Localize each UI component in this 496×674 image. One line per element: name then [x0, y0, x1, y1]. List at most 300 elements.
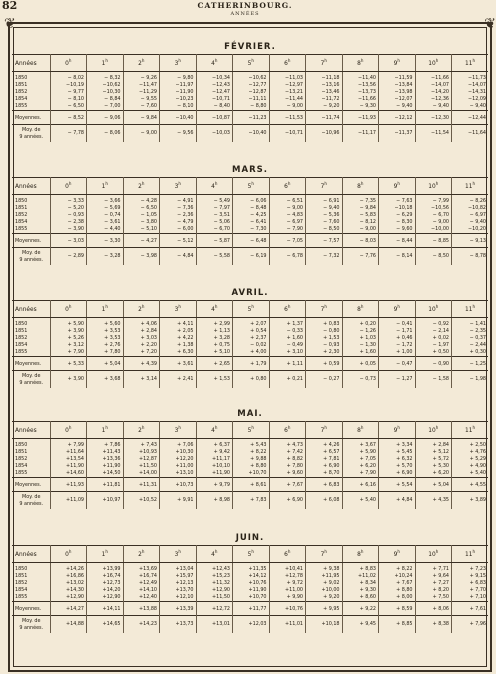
table-cell: − 9,40: [306, 205, 343, 212]
hour-column-header: 3$^h$: [160, 422, 197, 439]
table-cell: +14,26: [50, 563, 87, 573]
table-cell: + 5,72: [415, 456, 452, 463]
mean-cell: + 6,16: [342, 477, 379, 492]
table-cell: + 0,50: [415, 349, 452, 356]
table-cell: +12,10: [160, 594, 197, 601]
nine-year-mean-cell: + 3,68: [87, 371, 124, 389]
table-row: [12, 212, 488, 219]
mean-cell: −11,53: [269, 110, 306, 125]
table-row: [12, 456, 488, 463]
table-cell: + 7,80: [87, 349, 124, 356]
table-cell: +14,10: [123, 587, 160, 594]
table-cell: − 9,40: [452, 103, 489, 110]
nine-year-mean-cell: + 0,80: [233, 371, 270, 389]
table-cell: −10,71: [196, 96, 233, 103]
mean-cell: +10,73: [160, 477, 197, 492]
table-cell: − 8,48: [233, 205, 270, 212]
year-label: 1851: [15, 448, 28, 455]
table-cell: + 9,88: [233, 456, 270, 463]
table-cell: +12,73: [87, 580, 124, 587]
nine-year-mean-row: [12, 616, 488, 634]
table-cell: −10,19: [50, 82, 87, 89]
nine-year-mean-cell: + 1,53: [196, 371, 233, 389]
table-cell: −11,03: [269, 72, 306, 82]
mean-cell: + 9,79: [196, 477, 233, 492]
table-cell: −13,98: [379, 89, 416, 96]
table-cell: −13,46: [306, 89, 343, 96]
table-cell: − 8,10: [50, 96, 87, 103]
table-cell: + 5,10: [196, 349, 233, 356]
mean-cell: − 1,25: [452, 356, 489, 371]
means-label: Moyennes.: [12, 233, 50, 248]
table-cell: −11,97: [160, 82, 197, 89]
table-cell: + 8,82: [269, 456, 306, 463]
month-block: [12, 286, 488, 408]
month-title: AVRIL.: [231, 288, 269, 298]
table-row: [12, 563, 488, 573]
table-cell: −10,30: [87, 89, 124, 96]
table-cell: −12,43: [196, 82, 233, 89]
table-cell: +13,04: [160, 563, 197, 573]
table-cell: − 7,30: [233, 226, 270, 233]
table-cell: + 0,75: [196, 342, 233, 349]
hour-column-header: 2$^h$: [123, 301, 160, 318]
mean-cell: − 0,47: [379, 356, 416, 371]
means-label: Moyennes.: [12, 601, 50, 616]
means-label: Moyennes.: [12, 110, 50, 125]
table-cell: +10,10: [196, 463, 233, 470]
header-row: [12, 546, 488, 563]
table-cell: + 7,99: [50, 439, 87, 449]
hour-column-header: 6$^h$: [269, 178, 306, 195]
hour-column-header: 2$^h$: [123, 546, 160, 563]
mean-cell: − 9,06: [87, 110, 124, 125]
year-label: 1854: [15, 341, 28, 348]
table-cell: − 2,35: [452, 328, 489, 335]
table-cell: +14,30: [50, 587, 87, 594]
year-label: 1855: [15, 469, 28, 476]
table-row: [12, 226, 488, 233]
table-cell: + 7,50: [415, 594, 452, 601]
month-table: [12, 545, 488, 633]
table-cell: + 7,67: [379, 580, 416, 587]
mean-cell: +13,39: [160, 601, 197, 616]
month-table: [12, 421, 488, 509]
table-cell: + 5,90: [342, 449, 379, 456]
mean-cell: − 8,85: [415, 233, 452, 248]
mean-cell: −11,23: [233, 110, 270, 125]
nine-year-mean-cell: − 8,14: [379, 248, 416, 266]
table-cell: +14,12: [233, 573, 270, 580]
table-cell: + 7,05: [342, 456, 379, 463]
month-table: [12, 300, 488, 388]
table-cell: + 2,07: [233, 318, 270, 328]
hour-column-header: 6$^h$: [269, 301, 306, 318]
year-label: 1855: [15, 102, 28, 109]
table-cell: + 9,42: [196, 449, 233, 456]
mean-cell: + 1,79: [233, 356, 270, 371]
table-cell: + 4,06: [123, 318, 160, 328]
table-cell: + 8,34: [342, 580, 379, 587]
table-cell: + 0,46: [379, 335, 416, 342]
hour-column-header: 8$^h$: [342, 301, 379, 318]
table-row: [12, 205, 488, 212]
means-row: [12, 601, 488, 616]
mean-cell: +11,93: [50, 477, 87, 492]
table-cell: − 6,91: [306, 195, 343, 205]
table-cell: − 9,26: [123, 72, 160, 82]
table-cell: − 6,97: [452, 212, 489, 219]
table-cell: − 8,50: [306, 226, 343, 233]
table-cell: +10,30: [160, 449, 197, 456]
nine-year-mean-cell: − 2,89: [50, 248, 87, 266]
year-label: 1852: [15, 334, 28, 341]
table-cell: + 7,80: [269, 463, 306, 470]
mean-cell: −12,12: [379, 110, 416, 125]
table-cell: + 6,20: [342, 463, 379, 470]
table-cell: +11,90: [87, 463, 124, 470]
table-cell: +11,95: [306, 573, 343, 580]
table-cell: − 6,70: [196, 226, 233, 233]
table-cell: + 5,70: [379, 463, 416, 470]
year-label: 1850: [15, 198, 28, 204]
hour-column-header: 0$^h$: [50, 55, 87, 72]
means-row: [12, 356, 488, 371]
table-cell: + 7,71: [415, 563, 452, 573]
table-cell: +14,20: [87, 587, 124, 594]
nine-year-mean-cell: + 4,84: [379, 492, 416, 510]
hour-column-header: 0$^h$: [50, 546, 87, 563]
table-cell: + 1,53: [306, 335, 343, 342]
header-row: [12, 301, 488, 318]
mean-cell: + 5,54: [379, 477, 416, 492]
nine-year-mean-cell: + 3,90: [50, 371, 87, 389]
hour-column-header: 6$^h$: [269, 55, 306, 72]
hour-column-header: 11$^h$: [452, 422, 489, 439]
mean-cell: − 9,84: [123, 110, 160, 125]
table-row: [12, 72, 488, 82]
table-cell: −13,21: [269, 89, 306, 96]
table-cell: − 0,41: [379, 318, 416, 328]
table-cell: + 3,28: [196, 335, 233, 342]
table-cell: −12,07: [379, 96, 416, 103]
table-cell: + 8,00: [379, 594, 416, 601]
table-cell: + 5,29: [452, 456, 489, 463]
table-cell: − 9,00: [269, 103, 306, 110]
table-cell: +12,90: [50, 594, 87, 601]
hour-column-header: 1$^h$: [87, 422, 124, 439]
table-cell: + 7,90: [342, 470, 379, 477]
table-cell: − 5,20: [50, 205, 87, 212]
nine-year-mean-row: [12, 371, 488, 389]
nine-year-mean-cell: − 1,98: [452, 371, 489, 389]
hour-column-header: 8$^h$: [342, 178, 379, 195]
nine-year-mean-cell: −10,40: [233, 125, 270, 143]
table-cell: −12,36: [415, 96, 452, 103]
table-cell: + 1,00: [379, 349, 416, 356]
page-number: 82: [2, 0, 18, 12]
hour-column-header: 1$^h$: [87, 178, 124, 195]
table-cell: − 7,35: [342, 195, 379, 205]
table-cell: + 5,60: [87, 318, 124, 328]
table-cell: −10,23: [160, 96, 197, 103]
table-cell: − 1,05: [123, 212, 160, 219]
nine-year-mean-cell: − 0,73: [342, 371, 379, 389]
month-block: [12, 163, 488, 285]
mean-cell: − 9,13: [452, 233, 489, 248]
hour-column-header: 4$^h$: [196, 546, 233, 563]
table-cell: + 8,22: [233, 449, 270, 456]
table-cell: +11,90: [50, 463, 87, 470]
table-cell: − 7,99: [415, 195, 452, 205]
table-cell: + 5,30: [415, 463, 452, 470]
mean-cell: + 8,61: [233, 477, 270, 492]
nine-year-mean-cell: + 6,08: [306, 492, 343, 510]
year-column-header: Années: [12, 422, 50, 439]
mean-cell: + 4,55: [452, 477, 489, 492]
table-row: [12, 470, 488, 477]
nine-year-mean-label: Moy. de 9 années.: [12, 492, 50, 510]
table-cell: + 2,20: [123, 342, 160, 349]
table-cell: − 9,40: [452, 219, 489, 226]
nine-year-mean-row: [12, 248, 488, 266]
mean-cell: +13,88: [123, 601, 160, 616]
table-cell: −10,20: [452, 226, 489, 233]
table-cell: − 2,44: [452, 342, 489, 349]
table-cell: − 0,37: [452, 335, 489, 342]
table-cell: + 8,80: [233, 463, 270, 470]
table-cell: − 6,00: [160, 226, 197, 233]
header-title: CATHERINBOURG.: [197, 1, 293, 10]
mean-cell: + 3,61: [160, 356, 197, 371]
table-cell: + 4,22: [160, 335, 197, 342]
table-cell: + 1,38: [160, 342, 197, 349]
hour-column-header: 2$^h$: [123, 55, 160, 72]
table-cell: + 1,13: [196, 328, 233, 335]
table-row: [12, 573, 488, 580]
mean-cell: + 2,65: [196, 356, 233, 371]
table-row: [12, 219, 488, 226]
table-cell: + 8,80: [379, 587, 416, 594]
nine-year-mean-cell: +10,97: [87, 492, 124, 510]
table-cell: − 7,90: [269, 226, 306, 233]
mean-cell: −11,74: [306, 110, 343, 125]
hour-column-header: 2$^h$: [123, 178, 160, 195]
table-row: [12, 439, 488, 449]
table-cell: + 7,20: [123, 349, 160, 356]
table-row: [12, 89, 488, 96]
table-cell: + 6,90: [379, 470, 416, 477]
table-cell: − 6,29: [379, 212, 416, 219]
means-row: [12, 110, 488, 125]
table-cell: + 7,43: [123, 439, 160, 449]
table-cell: − 0,93: [50, 212, 87, 219]
table-cell: + 3,67: [342, 439, 379, 449]
mean-cell: +12,72: [196, 601, 233, 616]
nine-year-mean-cell: + 4,35: [415, 492, 452, 510]
nine-year-mean-cell: + 7,83: [233, 492, 270, 510]
hour-column-header: 3$^h$: [160, 178, 197, 195]
table-cell: − 4,40: [87, 226, 124, 233]
nine-year-mean-cell: +11,09: [50, 492, 87, 510]
table-cell: −14,07: [452, 82, 489, 89]
table-cell: + 6,57: [306, 449, 343, 456]
table-cell: + 7,06: [160, 439, 197, 449]
month-title: FÉVRIER.: [224, 42, 276, 52]
nine-year-mean-cell: + 3,14: [123, 371, 160, 389]
table-row: [12, 328, 488, 335]
table-cell: − 3,80: [123, 219, 160, 226]
mean-cell: − 0,90: [415, 356, 452, 371]
table-cell: −10,62: [233, 72, 270, 82]
hour-column-header: 9$^h$: [379, 422, 416, 439]
table-cell: −13,73: [342, 89, 379, 96]
table-cell: + 9,02: [306, 580, 343, 587]
table-cell: −13,84: [379, 82, 416, 89]
table-cell: + 4,26: [306, 439, 343, 449]
nine-year-mean-cell: − 6,78: [269, 248, 306, 266]
table-row: [12, 587, 488, 594]
table-cell: − 0,74: [87, 212, 124, 219]
nine-year-mean-cell: −10,03: [196, 125, 233, 143]
mean-cell: − 7,05: [269, 233, 306, 248]
table-cell: + 0,83: [306, 318, 343, 328]
table-cell: +11,43: [87, 449, 124, 456]
table-cell: +10,41: [269, 563, 306, 573]
table-cell: +15,23: [196, 573, 233, 580]
nine-year-mean-cell: + 6,90: [269, 492, 306, 510]
hour-column-header: 9$^h$: [379, 178, 416, 195]
year-label: 1854: [15, 586, 28, 593]
nine-year-mean-cell: − 8,06: [87, 125, 124, 143]
table-cell: + 1,60: [342, 349, 379, 356]
table-cell: − 0,33: [269, 328, 306, 335]
table-cell: −12,47: [196, 89, 233, 96]
table-cell: −12,87: [233, 89, 270, 96]
nine-year-mean-cell: − 7,32: [306, 248, 343, 266]
header-subtitle: ANNÉES: [230, 11, 260, 17]
mean-cell: + 1,11: [269, 356, 306, 371]
table-cell: −11,29: [123, 89, 160, 96]
year-label: 1851: [15, 572, 28, 579]
table-cell: −11,11: [233, 96, 270, 103]
table-cell: −11,59: [379, 72, 416, 82]
nine-year-mean-cell: − 0,27: [306, 371, 343, 389]
hour-column-header: 11$^h$: [452, 178, 489, 195]
nine-year-mean-cell: +14,88: [50, 616, 87, 634]
year-label: 1851: [15, 81, 28, 88]
mean-cell: + 5,04: [87, 356, 124, 371]
hour-column-header: 3$^h$: [160, 55, 197, 72]
mean-cell: + 5,04: [415, 477, 452, 492]
table-cell: −13,16: [306, 82, 343, 89]
table-cell: − 3,66: [87, 195, 124, 205]
hour-column-header: 7$^h$: [306, 546, 343, 563]
table-cell: + 5,43: [233, 439, 270, 449]
nine-year-mean-cell: + 3,89: [452, 492, 489, 510]
table-cell: −10,00: [415, 226, 452, 233]
table-cell: + 4,90: [452, 463, 489, 470]
table-cell: + 5,26: [50, 335, 87, 342]
table-cell: +12,49: [123, 580, 160, 587]
year-label: 1854: [15, 218, 28, 225]
table-cell: + 6,30: [160, 349, 197, 356]
year-label: 1855: [15, 348, 28, 355]
table-cell: − 3,51: [196, 212, 233, 219]
table-cell: −11,90: [160, 89, 197, 96]
table-cell: +11,32: [196, 580, 233, 587]
table-cell: − 4,91: [160, 195, 197, 205]
table-cell: +12,40: [123, 594, 160, 601]
table-cell: + 9,72: [269, 580, 306, 587]
hour-column-header: 6$^h$: [269, 422, 306, 439]
header-row: [12, 422, 488, 439]
table-cell: +13,02: [50, 580, 87, 587]
mean-cell: + 0,59: [306, 356, 343, 371]
year-label: 1852: [15, 579, 28, 586]
table-cell: − 1,97: [415, 342, 452, 349]
table-cell: + 3,90: [50, 328, 87, 335]
nine-year-mean-cell: + 8,38: [415, 616, 452, 634]
mean-cell: + 7,67: [269, 477, 306, 492]
hour-column-header: 4$^h$: [196, 178, 233, 195]
table-cell: − 8,84: [87, 96, 124, 103]
hour-column-header: 10$^h$: [415, 546, 452, 563]
mean-cell: − 7,57: [306, 233, 343, 248]
table-cell: +12,20: [160, 456, 197, 463]
nine-year-mean-cell: +10,18: [306, 616, 343, 634]
table-cell: +12,43: [196, 563, 233, 573]
corner-ornament-icon: ❦: [484, 16, 496, 32]
nine-year-mean-cell: −11,64: [452, 125, 489, 143]
hour-column-header: 7$^h$: [306, 422, 343, 439]
year-label: 1852: [15, 88, 28, 95]
table-cell: − 4,25: [233, 212, 270, 219]
table-cell: + 1,37: [269, 318, 306, 328]
table-cell: + 9,90: [269, 594, 306, 601]
table-row: [12, 463, 488, 470]
mean-cell: + 5,33: [50, 356, 87, 371]
table-cell: + 9,20: [306, 594, 343, 601]
table-cell: + 5,45: [379, 449, 416, 456]
table-cell: +10,70: [233, 470, 270, 477]
table-cell: − 5,36: [306, 212, 343, 219]
table-cell: − 9,40: [415, 103, 452, 110]
table-cell: + 6,90: [306, 463, 343, 470]
mean-cell: + 8,59: [379, 601, 416, 616]
table-cell: + 7,90: [50, 349, 87, 356]
table-cell: − 9,00: [415, 219, 452, 226]
table-cell: + 5,40: [452, 470, 489, 477]
table-cell: − 9,55: [123, 96, 160, 103]
table-cell: + 7,10: [452, 594, 489, 601]
mean-cell: − 8,52: [50, 110, 87, 125]
table-cell: + 3,53: [87, 335, 124, 342]
nine-year-mean-cell: − 1,58: [415, 371, 452, 389]
table-cell: −10,56: [415, 205, 452, 212]
table-cell: − 8,12: [342, 219, 379, 226]
month-title: JUIN.: [235, 533, 265, 543]
hour-column-header: 8$^h$: [342, 422, 379, 439]
table-cell: + 7,70: [452, 587, 489, 594]
nine-year-mean-cell: + 7,96: [452, 616, 489, 634]
hour-column-header: 8$^h$: [342, 546, 379, 563]
year-column-header: Années: [12, 546, 50, 563]
table-cell: +15,97: [160, 573, 197, 580]
table-cell: − 3,61: [87, 219, 124, 226]
year-label: 1850: [15, 566, 28, 572]
table-cell: − 9,80: [160, 72, 197, 82]
